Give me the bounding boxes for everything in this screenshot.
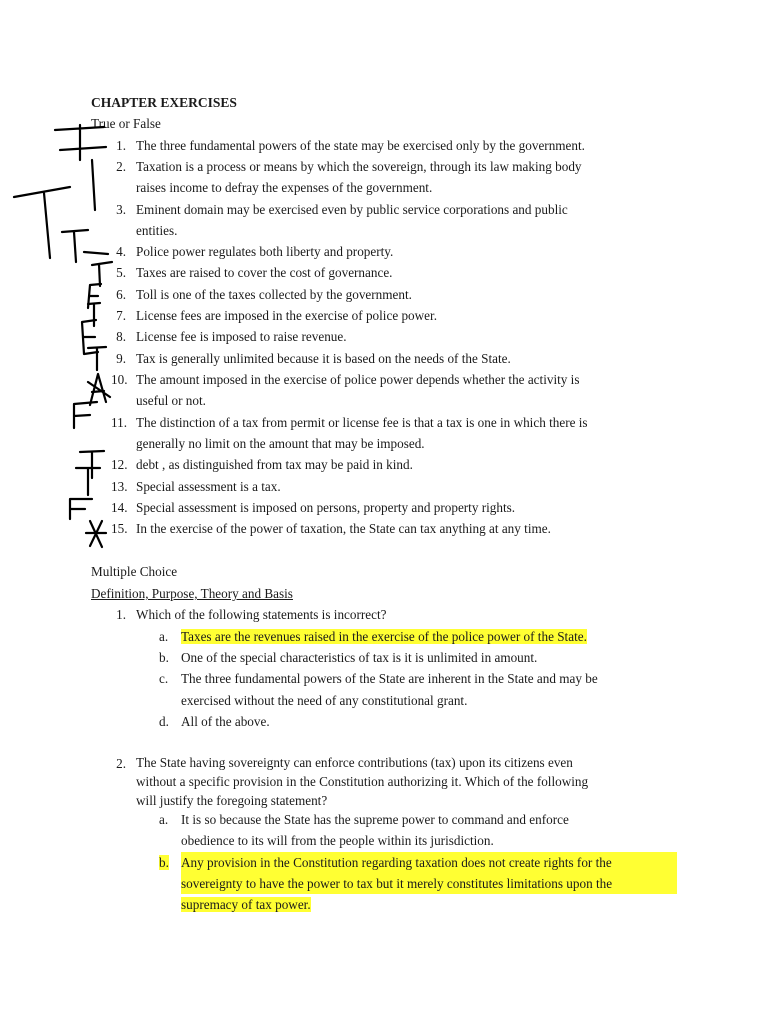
tf-item-text: generally no limit on the amount that may be imposed. — [136, 436, 425, 451]
handwritten-mark-2 — [60, 147, 106, 210]
option-text: One of the special characteristics of tax is it is unlimited in amount. — [181, 650, 538, 665]
handwritten-mark-1 — [55, 125, 104, 160]
handwritten-mark-4 — [62, 230, 108, 262]
tf-item-text: useful or not. — [136, 393, 206, 408]
handwritten-mark-11 — [74, 402, 97, 428]
true-false-label: True or False — [91, 116, 161, 131]
section-title: Definition, Purpose, Theory and Basis — [91, 586, 293, 601]
option-text-highlighted: Taxes are the revenues raised in the exercise of the police power of the State. — [181, 629, 587, 644]
chapter-heading: CHAPTER EXERCISES — [91, 95, 237, 110]
handwritten-mark-13 — [76, 468, 100, 495]
question-text: without a specific provision in the Constitution authorizing it. Which of the following — [136, 774, 589, 789]
tf-item-number: 1. — [116, 138, 126, 153]
handwritten-mark-3 — [14, 187, 70, 258]
tf-item-text: In the exercise of the power of taxation, the State can tax anything at any time. — [136, 521, 551, 536]
tf-item-number: 14. — [111, 500, 128, 515]
option-text: obedience to its will from the people within its jurisdiction. — [181, 833, 494, 848]
tf-item-number: 4. — [116, 244, 126, 259]
option-text-highlighted: supremacy of tax power. — [181, 897, 311, 912]
question-number: 2. — [116, 756, 126, 771]
tf-item-text: The three fundamental powers of the state may be exercised only by the government. — [136, 138, 585, 153]
tf-item-number: 2. — [116, 159, 126, 174]
option-letter: b. — [159, 650, 169, 665]
tf-item-number: 13. — [111, 479, 128, 494]
option-text: All of the above. — [181, 714, 270, 729]
tf-item-number: 15. — [111, 521, 128, 536]
option-letter: a. — [159, 629, 169, 644]
option-text: The three fundamental powers of the State are inherent in the State and may be — [181, 671, 598, 686]
tf-item-text: Special assessment is a tax. — [136, 479, 281, 494]
option-text-highlighted: Any provision in the Constitution regarding taxation does not create rights for the — [181, 852, 677, 873]
option-letter: a. — [159, 812, 169, 827]
tf-item-number: 7. — [116, 308, 126, 323]
option-text: It is so because the State has the supreme power to command and enforce — [181, 812, 569, 827]
option-letter-highlighted: b. — [159, 855, 169, 870]
tf-item-text: Police power regulates both liberty and property. — [136, 244, 394, 259]
option-text-highlighted: sovereignty to have the power to tax but it merely constitutes limitations upon the — [181, 873, 677, 894]
tf-item-text: Taxation is a process or means by which the sovereign, through its law making body — [136, 159, 582, 174]
question-text: Which of the following statements is incorrect? — [136, 607, 387, 622]
option-text: exercised without the need of any constitutional grant. — [181, 693, 468, 708]
option-letter: c. — [159, 671, 169, 686]
tf-item-text: raises income to defray the expenses of the government. — [136, 180, 433, 195]
tf-item-text: License fees are imposed in the exercise of police power. — [136, 308, 437, 323]
tf-item-number: 11. — [111, 415, 127, 430]
question-text: will justify the foregoing statement? — [136, 793, 328, 808]
multiple-choice-label: Multiple Choice — [91, 564, 178, 579]
handwritten-mark-14 — [70, 499, 92, 519]
tf-item-number: 8. — [116, 329, 126, 344]
handwritten-mark-12 — [80, 451, 104, 478]
handwritten-mark-7 — [88, 303, 100, 326]
question-text: The State having sovereignty can enforce contributions (tax) upon its citizens even — [136, 755, 573, 770]
tf-item-number: 6. — [116, 287, 126, 302]
tf-item-text: entities. — [136, 223, 178, 238]
handwritten-mark-10 — [88, 374, 110, 405]
tf-item-text: The amount imposed in the exercise of police power depends whether the activity is — [136, 372, 580, 387]
tf-item-text: Taxes are raised to cover the cost of governance. — [136, 265, 393, 280]
tf-item-text: The distinction of a tax from permit or license fee is that a tax is one in which there is — [136, 415, 588, 430]
question-number: 1. — [116, 607, 126, 622]
tf-item-number: 9. — [116, 351, 126, 366]
tf-item-number: 5. — [116, 265, 126, 280]
tf-item-text: Tax is generally unlimited because it is based on the needs of the State. — [136, 351, 511, 366]
tf-item-text: Eminent domain may be exercised even by public service corporations and public — [136, 202, 568, 217]
tf-item-number: 12. — [111, 457, 128, 472]
handwritten-mark-5 — [92, 262, 112, 286]
tf-item-text: Toll is one of the taxes collected by the government. — [136, 287, 412, 302]
tf-item-text: License fee is imposed to raise revenue. — [136, 329, 347, 344]
tf-item-number: 10. — [111, 372, 128, 387]
tf-item-text: Special assessment is imposed on persons, property and property rights. — [136, 500, 516, 515]
tf-item-text: debt , as distinguished from tax may be paid in kind. — [136, 457, 413, 472]
tf-item-number: 3. — [116, 202, 126, 217]
handwritten-mark-9 — [88, 347, 106, 370]
handwritten-mark-15 — [86, 521, 106, 547]
option-letter: d. — [159, 714, 169, 729]
